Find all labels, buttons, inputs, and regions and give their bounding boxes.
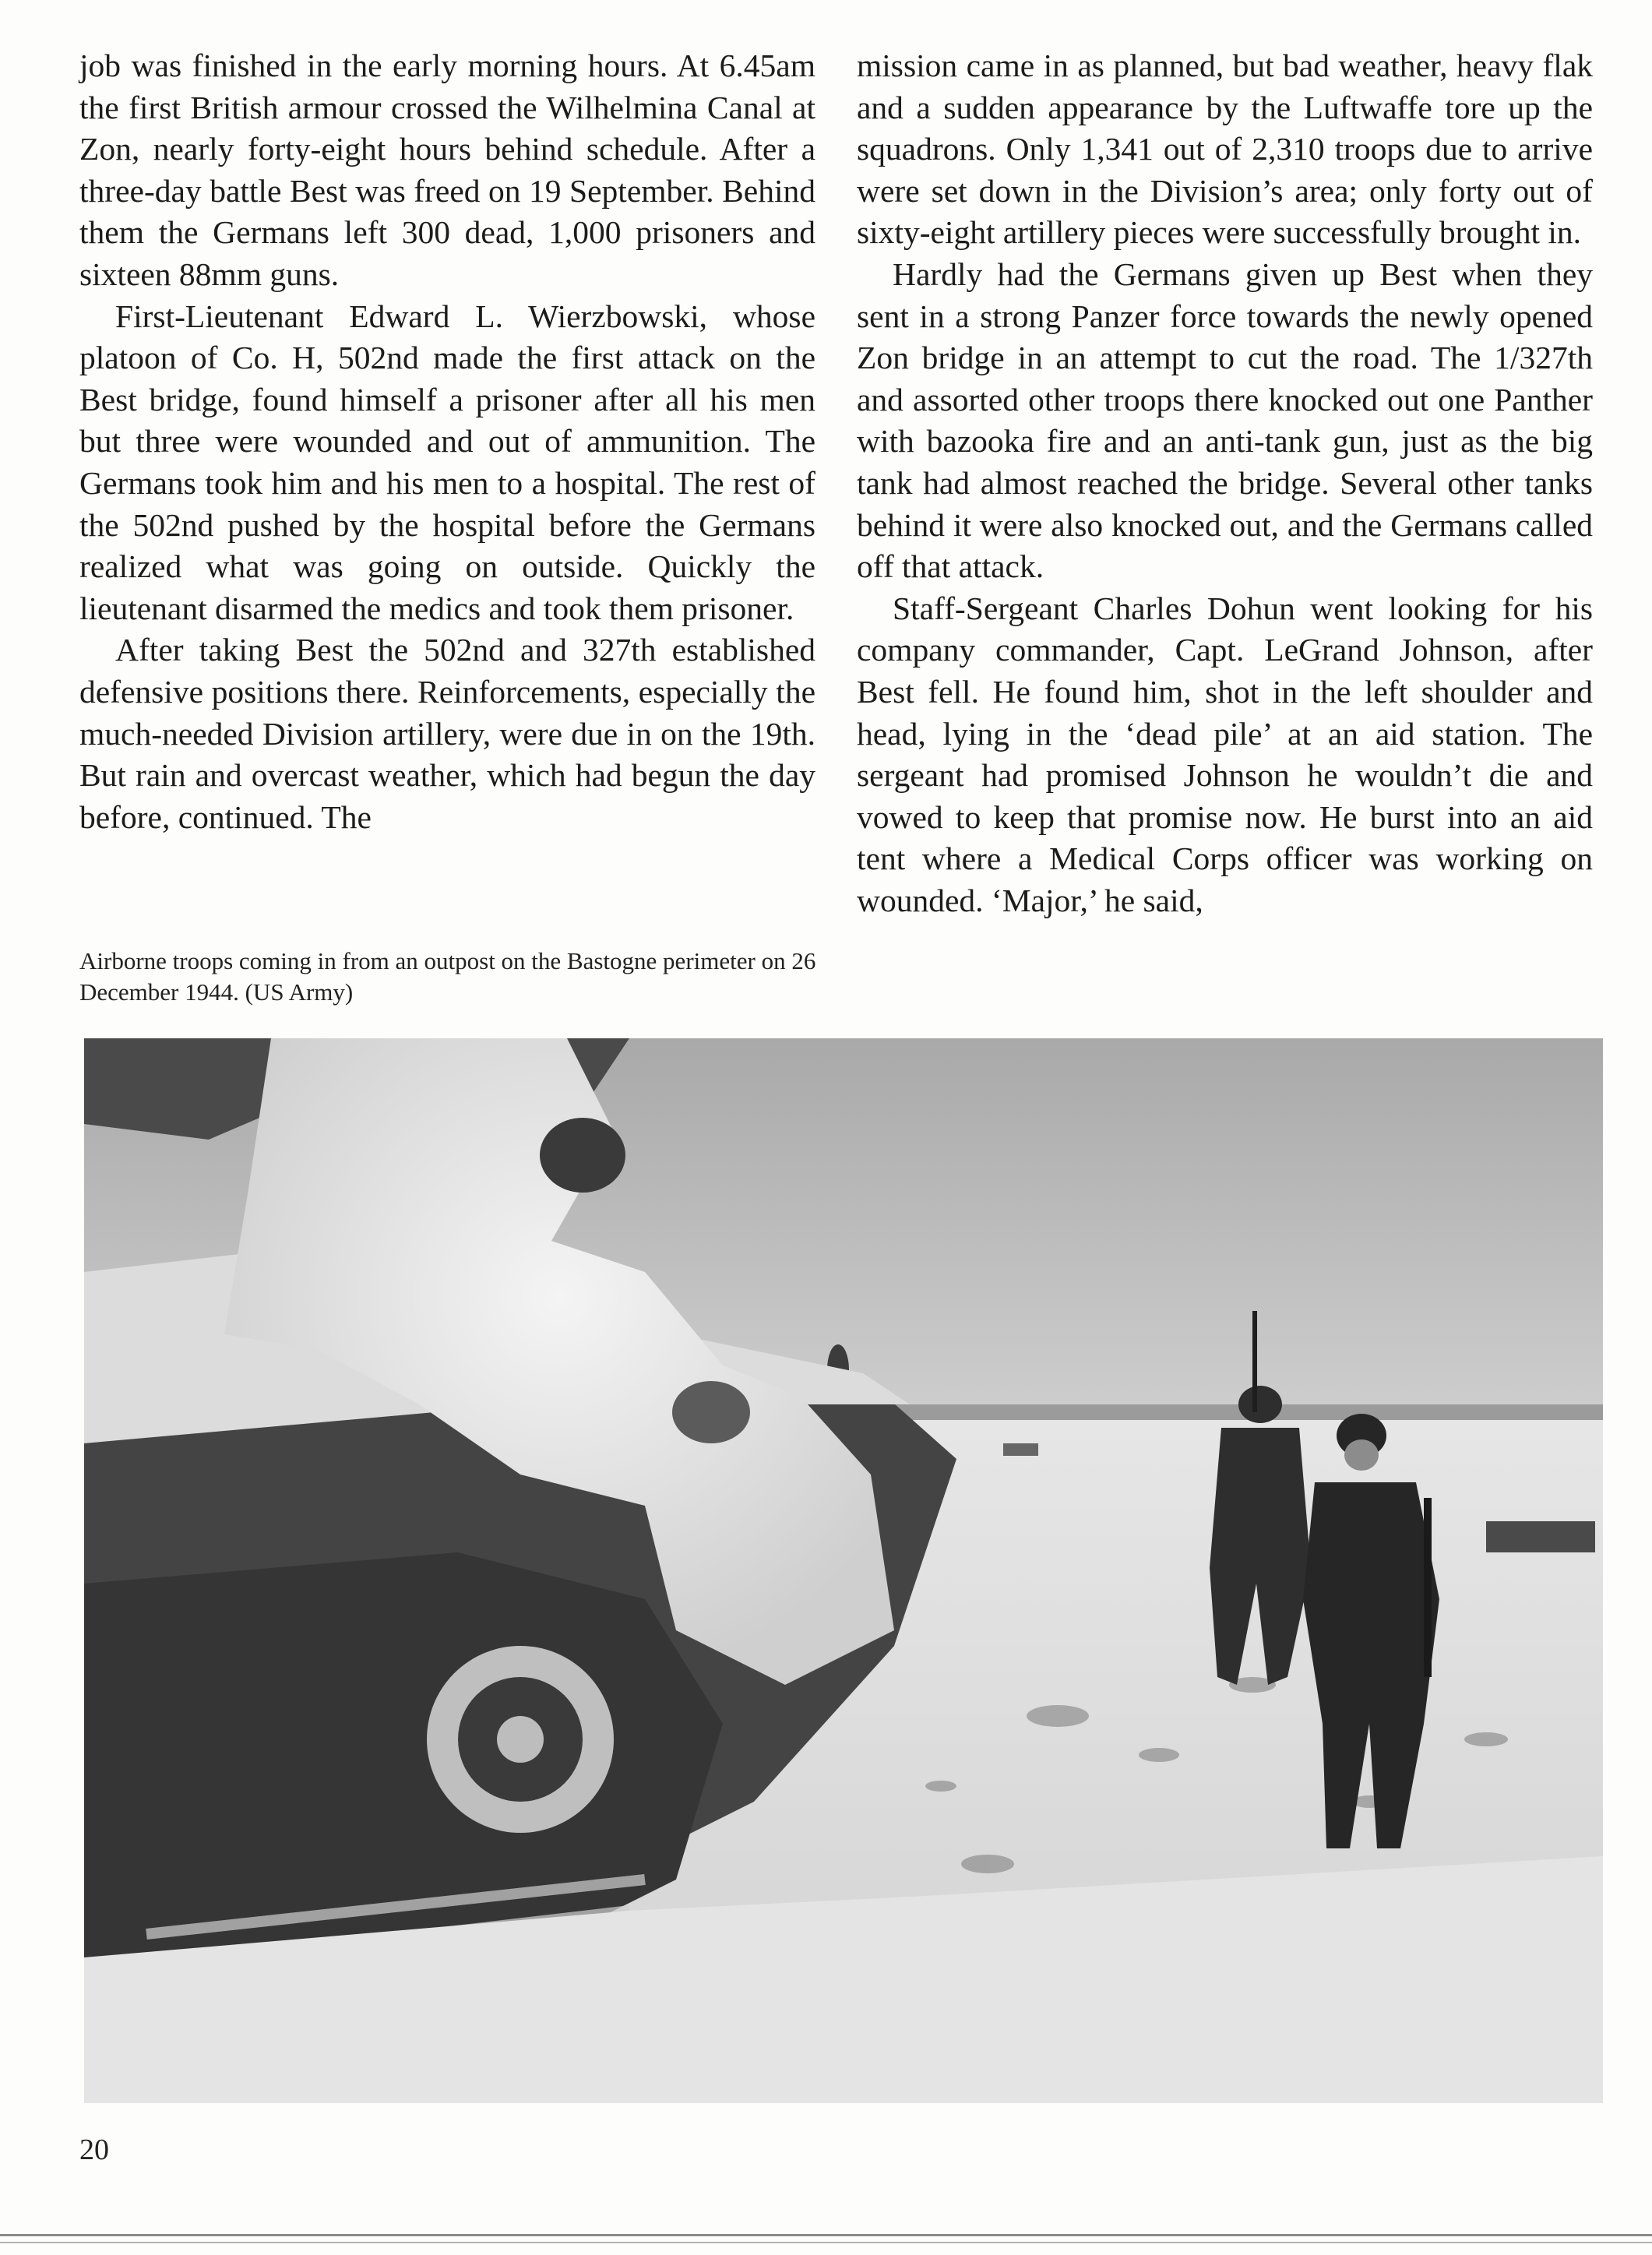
paragraph: mission came in as planned, but bad weather, heavy flak and a sudden appearance by the Luftwaffe tore up the squadrons. Only 1,341 out of 2,310 troops due to arrive were set down in the Division’s area; only forty out of sixty-eight artillery pieces were successfully brought in. (857, 48, 1593, 251)
photo-illustration (84, 1038, 1603, 2103)
paragraph: After taking Best the 502nd and 327th established defensive positions there. Reinforcements, especially the much-needed Division artillery, were due in on the 19th. But rain and overcast weather, which had begun the day before, continued. The (79, 632, 815, 835)
paragraph: First-Lieutenant Edward L. Wierzbowski, whose platoon of Co. H, 502nd made the first attack on the Best bridge, found himself a prisoner after all his men but three were wounded and out of ammunition. The Germans took him and his men to a hospital. The rest of the 502nd pushed by the hospital before the Germans realized what was going on outside. Quickly the lieutenant disarmed the medics and took them prisoner. (79, 298, 815, 626)
page-edge-line (0, 2234, 1652, 2236)
paragraph: job was finished in the early morning hours. At 6.45am the first British armour crossed the Wilhelmina Canal at Zon, nearly forty-eight hours behind schedule. After a three-day battle Best was freed on 19 September. Behind them the Germans left 300 dead, 1,000 prisoners and sixteen 88mm guns. (79, 48, 815, 292)
right-text-column (857, 45, 1593, 921)
page-edge-line (0, 2242, 1652, 2243)
photograph-snow-tank-troops (84, 1038, 1603, 2103)
paragraph: Hardly had the Germans given up Best when they sent in a strong Panzer force towards the newly opened Zon bridge in an attempt to cut the road. The 1/327th and assorted other troops there knocked out one Panther with bazooka fire and an anti-tank gun, just as the big tank had almost reached the bridge. Several other tanks behind it were also knocked out, and the Germans called off that attack. (857, 255, 1593, 585)
page-number: 20 (79, 2133, 109, 2166)
paragraph: Staff-Sergeant Charles Dohun went looking for his company commander, Capt. LeGrand Johnson, after Best fell. He found him, shot in the left shoulder and head, lying in the ‘dead pile’ at an aid station. The sergeant had promised Johnson he wouldn’t die and vowed to keep that promise now. He burst into an aid tent where a Medical Corps officer was working on wounded. ‘Major,’ he said, (857, 590, 1593, 918)
photo-caption: Airborne troops coming in from an outpost on the Bastogne perimeter on 26 December 1944. (US Army) (79, 947, 816, 1006)
left-text-column (79, 45, 815, 838)
